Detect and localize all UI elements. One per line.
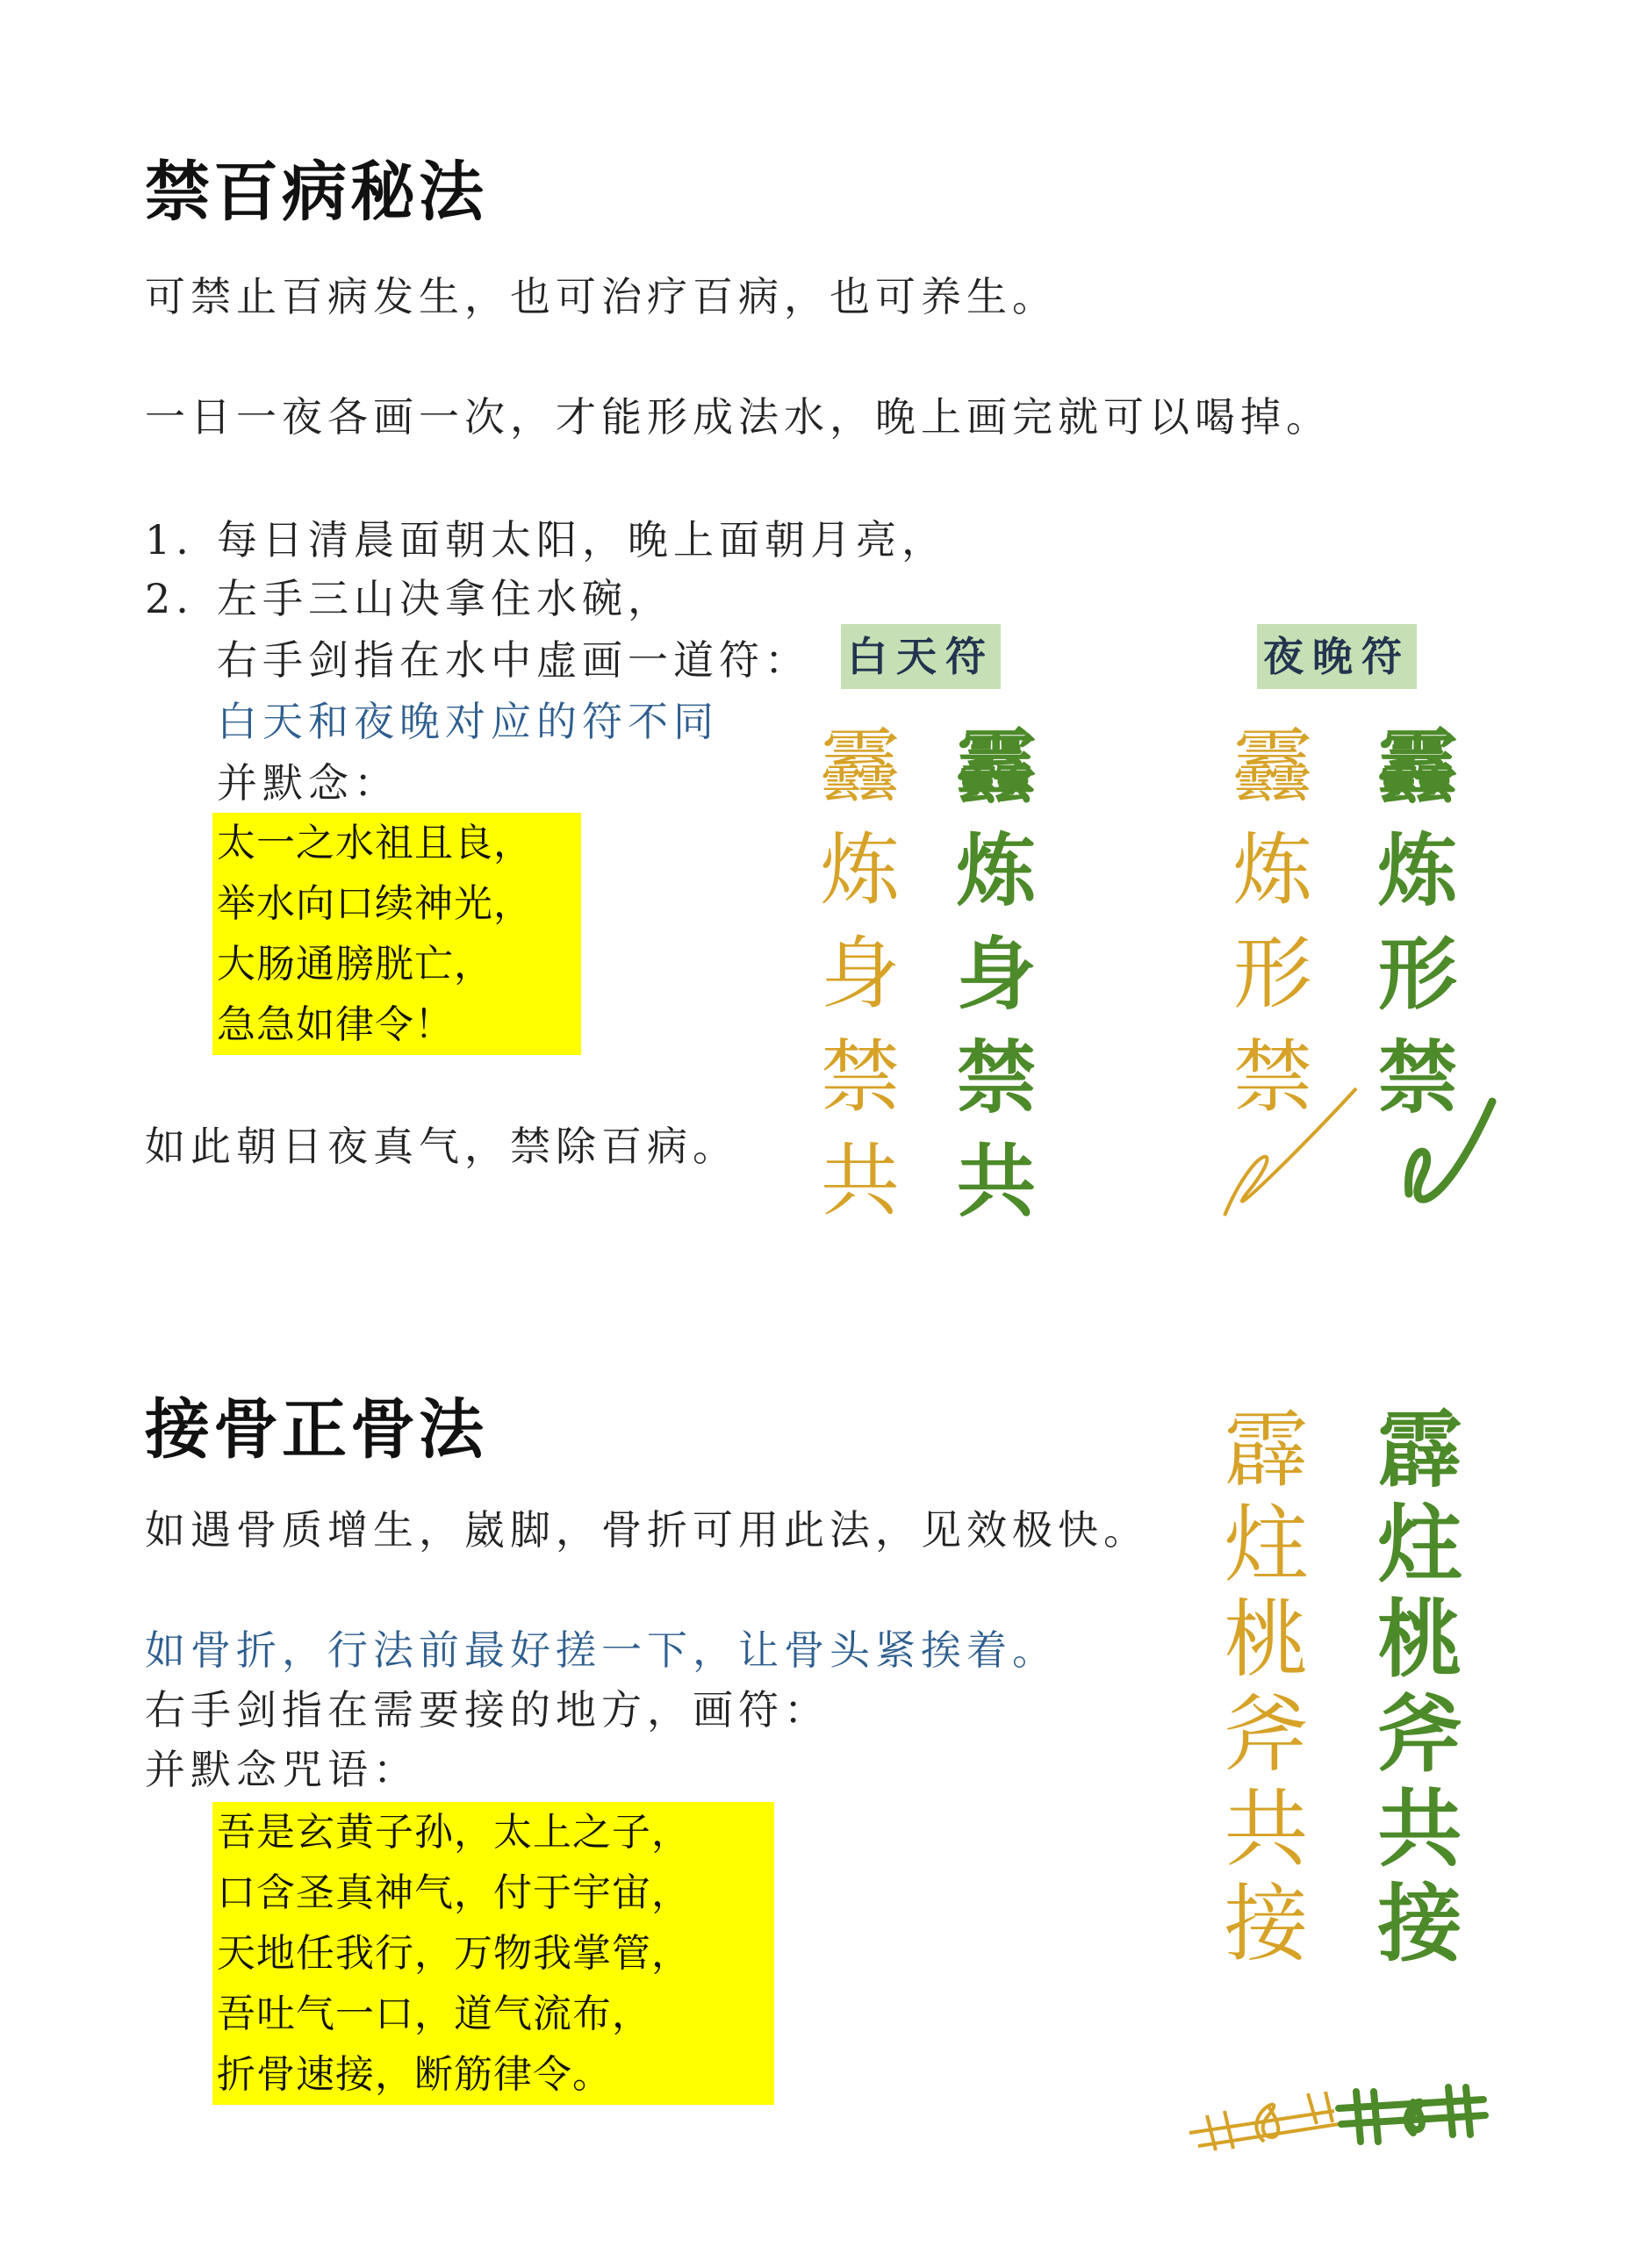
night-talisman-label: 夜晚符: [1257, 624, 1417, 689]
talisman-glyph: 共: [821, 1135, 900, 1227]
section2-intro: 如遇骨质增生，崴脚，骨折可用此法，见效极快。: [145, 1506, 1149, 1554]
talisman-glyph: 身: [821, 928, 900, 1020]
section2-title: 接骨正骨法: [145, 1392, 487, 1468]
mantra-line: 吾吐气一口，道气流布，: [217, 1992, 651, 2036]
mantra-line: 口含圣真神气，付于宇宙，: [217, 1870, 691, 1915]
talisman-glyph: 桃: [1377, 1590, 1462, 1689]
talisman-glyph: 炷: [1224, 1496, 1309, 1594]
talisman-glyph: 炷: [1377, 1495, 1462, 1594]
section2-line2: 右手剑指在需要接的地方，画符：: [145, 1686, 830, 1734]
talisman-glyph: 接: [1224, 1875, 1309, 1973]
night-talisman-tail-printed: [1409, 1102, 1492, 1199]
talisman-glyph: 炼: [957, 824, 1036, 917]
section1-blue-note: 白天和夜晚对应的符不同: [217, 698, 719, 745]
step-2-continued: 右手剑指在水中虚画一道符：: [217, 636, 810, 684]
talisman-glyph: 炼: [1233, 824, 1312, 916]
bone-talisman-base-printed: [1339, 2087, 1485, 2142]
talisman-glyph: 䨺: [1233, 721, 1312, 813]
talisman-glyph: 形: [1378, 928, 1457, 1021]
step-2-number: 2.: [145, 575, 194, 622]
talisman-glyph: 禁: [1378, 1031, 1457, 1124]
day-talisman-label: 白天符: [841, 624, 1001, 689]
talisman-glyph: 共: [1377, 1779, 1462, 1878]
section1-recite: 并默念：: [217, 759, 399, 807]
talisman-glyph: 斧: [1377, 1684, 1462, 1784]
step-1-number: 1.: [145, 516, 194, 564]
mantra-line: 吾是玄黄子孙，太上之子，: [217, 1810, 691, 1855]
section1-intro: 可禁止百病发生，也可治疗百病，也可养生。: [145, 273, 1058, 320]
section2-line3: 并默念咒语：: [145, 1746, 419, 1793]
talisman-glyph: 禁: [821, 1031, 900, 1124]
talisman-glyph: 共: [1224, 1780, 1309, 1878]
talisman-glyph: 斧: [1224, 1685, 1309, 1784]
mantra-line: 大肠通膀胱亡，: [217, 942, 493, 987]
talisman-glyph: 霹: [1224, 1401, 1309, 1499]
night-talisman-tail-handwritten: [1225, 1088, 1356, 1216]
talisman-glyph: 桃: [1224, 1590, 1309, 1689]
talisman-glyph: 禁: [1233, 1031, 1312, 1124]
talisman-glyph: 䨺: [1378, 721, 1457, 814]
mantra-line: 折骨速接，断筋律令。: [217, 2052, 612, 2097]
talisman-glyph: 霹: [1377, 1400, 1462, 1499]
mantra-line: 急急如律令！: [217, 1002, 454, 1047]
talisman-glyph: 炼: [821, 824, 900, 916]
mantra-line: 举水向口续神光，: [217, 881, 533, 926]
section2-blue-note: 如骨折，行法前最好搓一下，让骨头紧挨着。: [145, 1626, 1058, 1674]
talisman-glyph: 形: [1233, 928, 1312, 1020]
talisman-glyph: 炼: [1378, 824, 1457, 917]
mantra-line: 太一之水祖且良，: [217, 821, 533, 865]
talisman-glyph: 禁: [957, 1031, 1036, 1124]
talisman-glyph: 共: [957, 1135, 1036, 1228]
mantra-line: 天地任我行，万物我掌管，: [217, 1931, 691, 1976]
bone-talisman-base-handwritten: [1189, 2092, 1339, 2150]
step-1-text: 每日清晨面朝太阳，晚上面朝月亮，: [217, 516, 947, 564]
section1-title: 禁百病秘法: [145, 154, 487, 230]
section1-closing: 如此朝日夜真气，禁除百病。: [145, 1123, 738, 1170]
step-2-text: 左手三山决拿住水碗，: [217, 575, 673, 622]
talisman-glyph: 䨺: [957, 721, 1036, 814]
section1-note: 一日一夜各画一次，才能形成法水，晚上画完就可以喝掉。: [145, 393, 1332, 441]
talisman-glyph: 接: [1377, 1874, 1462, 1973]
talisman-glyph: 身: [957, 928, 1036, 1021]
talisman-glyph: 䨺: [821, 721, 900, 813]
